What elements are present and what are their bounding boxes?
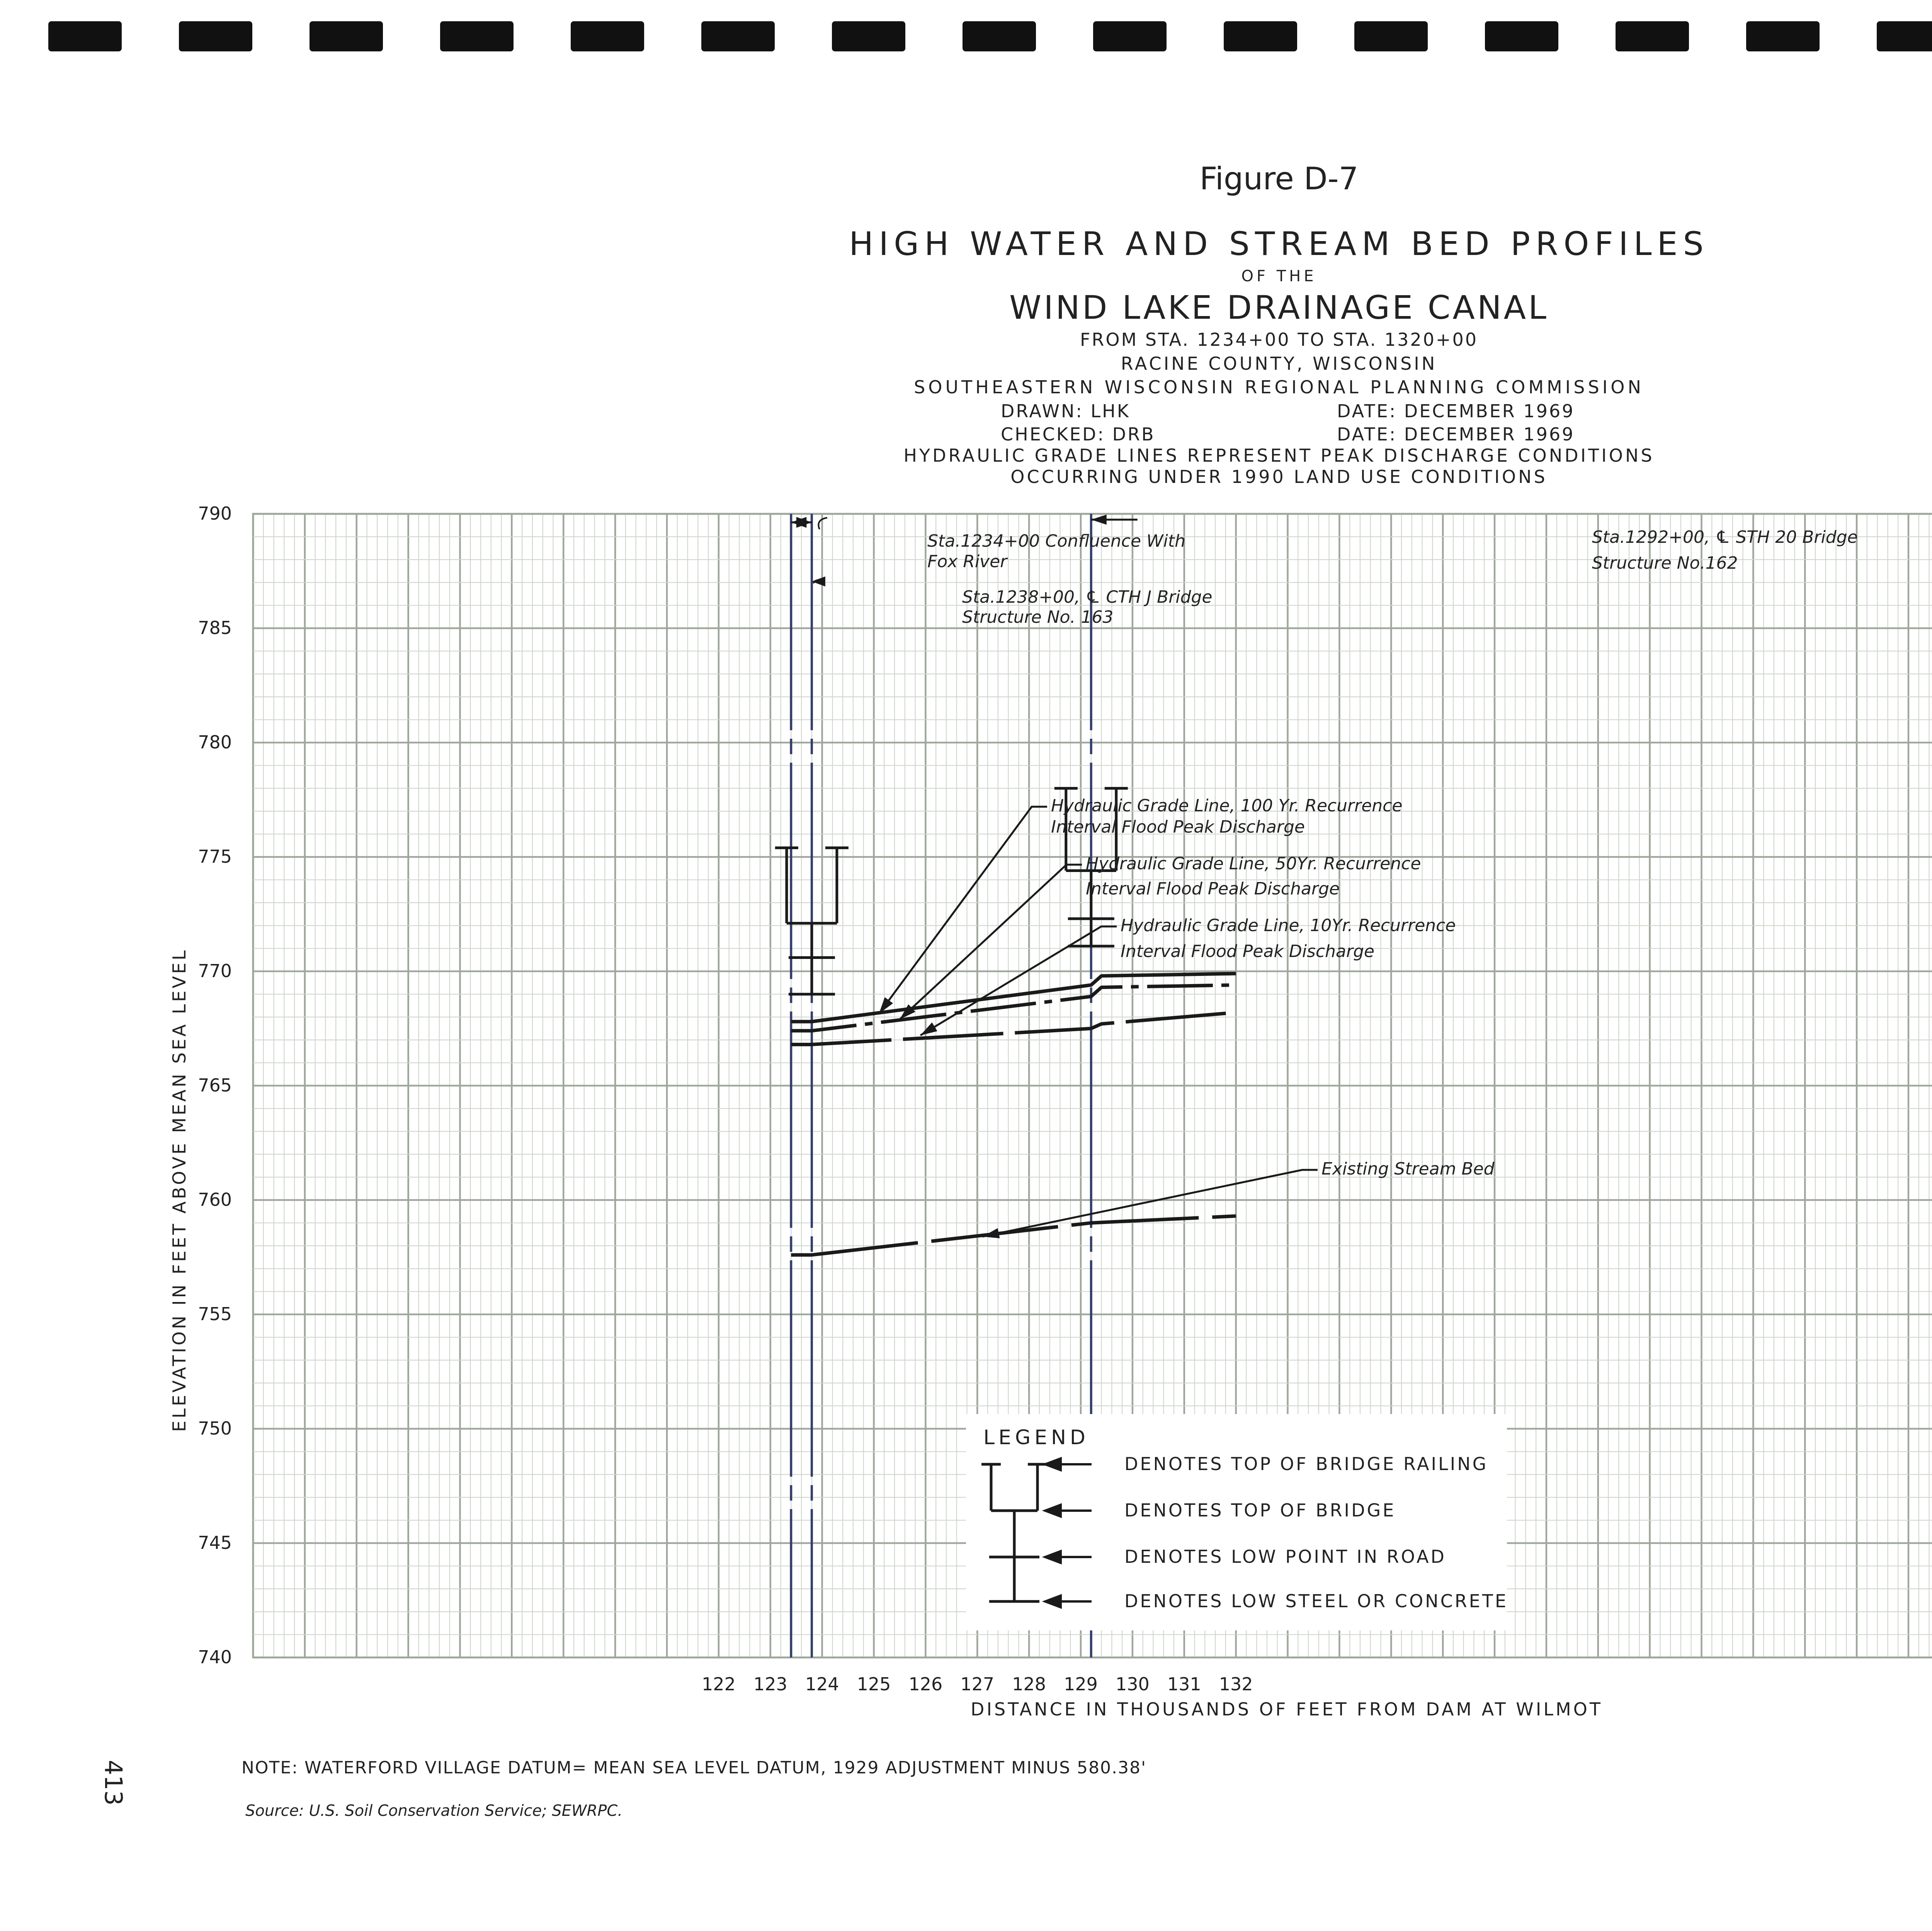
- binder-hole: [1877, 21, 1932, 51]
- annotation-hgl100: Hydraulic Grade Line, 100 Yr. Recurrence: [1051, 796, 1403, 816]
- figure-note-line1: HYDRAULIC GRADE LINES REPRESENT PEAK DISCHARGE CONDITIONS: [903, 445, 1655, 466]
- x-axis-label: DISTANCE IN THOUSANDS OF FEET FROM DAM AT WILMOT: [971, 1699, 1603, 1720]
- y-axis-left: [198, 503, 232, 1668]
- legend-item-low-steel: DENOTES LOW STEEL OR CONCRETE: [1124, 1591, 1508, 1611]
- y-tick-label: 765: [198, 1075, 232, 1096]
- binder-hole: [1616, 21, 1689, 51]
- binder-hole: [310, 21, 383, 51]
- y-tick-label: 785: [198, 617, 232, 638]
- binder-hole: [179, 21, 252, 51]
- x-tick-label: 128: [1012, 1674, 1046, 1695]
- binder-holes: [48, 21, 1932, 51]
- legend-title: LEGEND: [983, 1426, 1089, 1449]
- annotation-hgl50-cont: Interval Flood Peak Discharge: [1086, 879, 1340, 899]
- binder-hole: [963, 21, 1036, 51]
- figure-label: Figure D-7: [1199, 161, 1359, 197]
- binder-hole: [1354, 21, 1428, 51]
- x-axis: [702, 1674, 1253, 1695]
- annotation-sta1234-cont: Fox River: [927, 552, 1007, 571]
- figure-subtitle-stations: FROM STA. 1234+00 TO STA. 1320+00: [1080, 329, 1478, 350]
- source-note: Source: U.S. Soil Conservation Service; SEWRPC.: [245, 1802, 623, 1820]
- binder-hole: [1224, 21, 1297, 51]
- annotation-hgl50: Hydraulic Grade Line, 50Yr. Recurrence: [1086, 854, 1421, 874]
- binder-hole: [832, 21, 905, 51]
- binder-hole: [571, 21, 644, 51]
- x-tick-label: 125: [857, 1674, 891, 1695]
- y-tick-label: 775: [198, 846, 232, 867]
- x-tick-label: 127: [960, 1674, 995, 1695]
- binder-hole: [48, 21, 122, 51]
- drawn-date: DATE: DECEMBER 1969: [1337, 401, 1575, 422]
- x-tick-label: 122: [701, 1674, 736, 1695]
- y-tick-label: 745: [198, 1532, 232, 1553]
- page-number: 413: [99, 1760, 128, 1806]
- annotation-hgl10-cont: Interval Flood Peak Discharge: [1121, 942, 1374, 961]
- legend-item-low-point-road: DENOTES LOW POINT IN ROAD: [1124, 1546, 1446, 1567]
- annotation-hgl100-cont: Interval Flood Peak Discharge: [1051, 817, 1305, 837]
- annotation-sta1234: Sta.1234+00 Confluence With: [927, 531, 1185, 551]
- annotation-sta1238-cont: Structure No. 163: [962, 607, 1114, 627]
- annotation-hgl10: Hydraulic Grade Line, 10Yr. Recurrence: [1121, 916, 1456, 935]
- checked-by: CHECKED: DRB: [1001, 424, 1155, 445]
- figure-note-line2: OCCURRING UNDER 1990 LAND USE CONDITIONS: [1010, 466, 1548, 487]
- y-tick-label: 755: [198, 1304, 232, 1324]
- annotation-sta1292: Sta.1292+00, ℄ STH 20 Bridge: [1592, 527, 1858, 547]
- y-tick-label: 770: [198, 960, 232, 981]
- binder-hole: [1746, 21, 1820, 51]
- x-tick-label: 129: [1064, 1674, 1098, 1695]
- x-tick-label: 123: [753, 1674, 787, 1695]
- binder-hole: [440, 21, 514, 51]
- annotation-sta1292-cont: Structure No.162: [1592, 553, 1738, 573]
- legend-item-railing: DENOTES TOP OF BRIDGE RAILING: [1124, 1453, 1488, 1474]
- legend-item-top-of-bridge: DENOTES TOP OF BRIDGE: [1124, 1500, 1396, 1521]
- figure-subtitle-county: RACINE COUNTY, WISCONSIN: [1121, 353, 1437, 374]
- x-tick-label: 126: [908, 1674, 943, 1695]
- binder-hole: [1093, 21, 1167, 51]
- annotation-sta1238: Sta.1238+00, ℄ CTH J Bridge: [962, 587, 1213, 607]
- x-tick-label: 130: [1115, 1674, 1150, 1695]
- binder-hole: [701, 21, 775, 51]
- y-tick-label: 740: [198, 1647, 232, 1668]
- datum-note: NOTE: WATERFORD VILLAGE DATUM= MEAN SEA LEVEL DATUM, 1929 ADJUSTMENT MINUS 580.38': [242, 1758, 1147, 1778]
- figure-title-canal: WIND LAKE DRAINAGE CANAL: [1009, 289, 1549, 326]
- y-tick-label: 750: [198, 1418, 232, 1439]
- x-tick-label: 132: [1219, 1674, 1253, 1695]
- x-tick-label: 131: [1167, 1674, 1201, 1695]
- y-axis-label-left: ELEVATION IN FEET ABOVE MEAN SEA LEVEL: [169, 948, 190, 1432]
- y-tick-label: 760: [198, 1189, 232, 1210]
- figure-title-of-the: OF THE: [1241, 267, 1317, 285]
- y-tick-label: 790: [198, 503, 232, 524]
- annotation-stream-bed: Existing Stream Bed: [1321, 1159, 1495, 1179]
- checked-date: DATE: DECEMBER 1969: [1337, 424, 1575, 445]
- figure-subtitle-agency: SOUTHEASTERN WISCONSIN REGIONAL PLANNING COMMISSION: [914, 377, 1644, 398]
- drawn-by: DRAWN: LHK: [1001, 401, 1130, 422]
- x-tick-label: 124: [805, 1674, 839, 1695]
- figure-title: HIGH WATER AND STREAM BED PROFILES: [849, 225, 1709, 263]
- binder-hole: [1485, 21, 1558, 51]
- y-tick-label: 780: [198, 732, 232, 753]
